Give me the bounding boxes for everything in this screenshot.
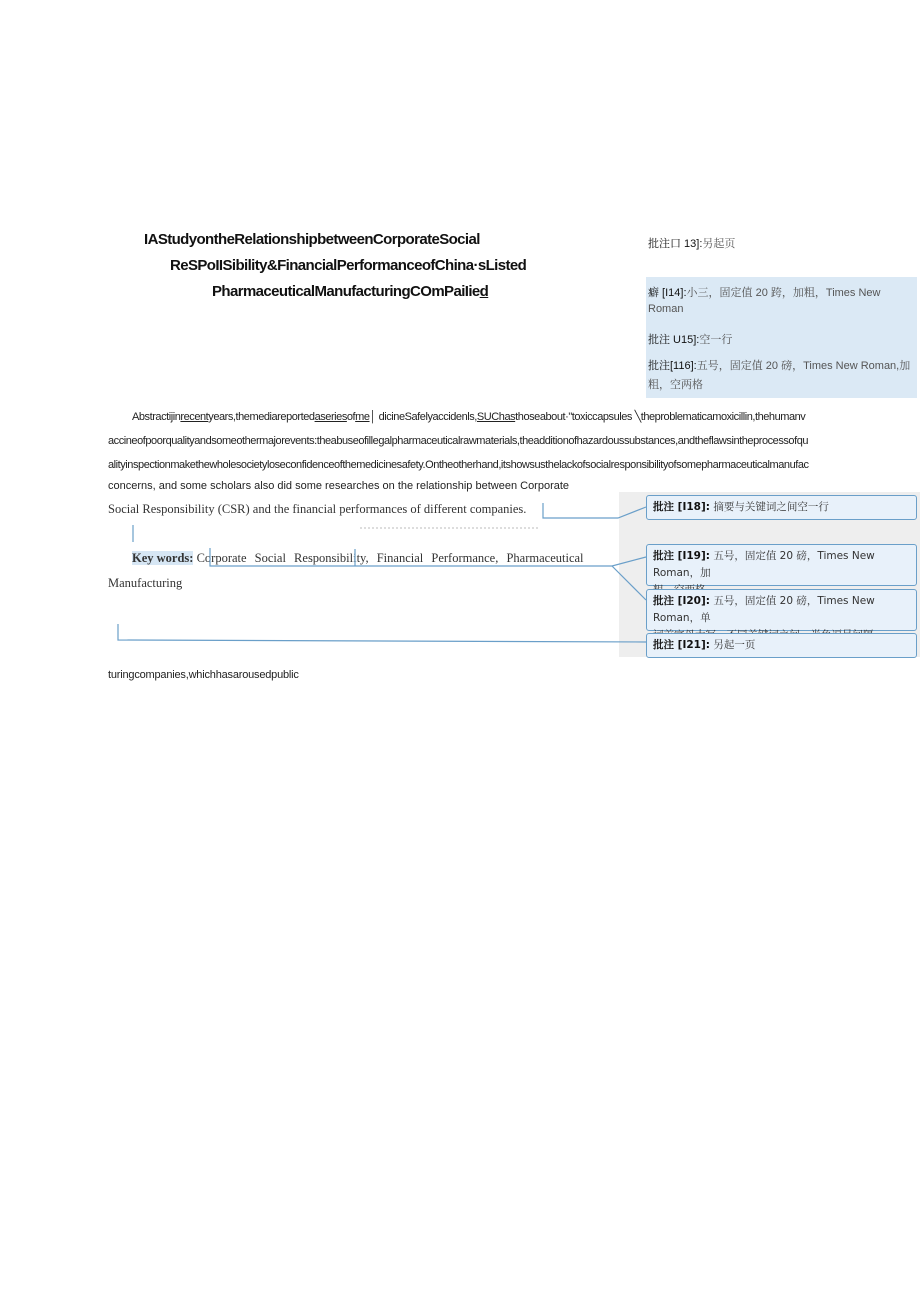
comment-box-19[interactable] <box>646 544 917 586</box>
comment-box-21-text: 另起一页 <box>713 639 756 651</box>
comment-14-text2: Roman <box>648 303 684 315</box>
keywords-text-b: ibility, Financial Performance, Pharmaceutical <box>336 551 584 565</box>
connector-19 <box>210 548 646 566</box>
connector-20 <box>612 566 646 600</box>
title-line-1-text: StudyontheRelationshipbetweenCorporateSocial <box>157 231 480 248</box>
comment-box-19-label: 批注 [I19]: <box>653 550 710 562</box>
comment-16-text2: 粗，空两格 <box>648 379 703 391</box>
connector-18 <box>543 503 646 518</box>
comment-box-18-label: 批注 [I18]: <box>653 501 710 513</box>
abstract-l1-f: me <box>355 411 370 423</box>
abstract-l1-i: thoseabout·"toxiccapsules ╲theproblematicamoxicillin,thehumanv <box>515 411 806 423</box>
abstract-l1-g: │ dicineSafelyaccidenls, <box>369 411 477 423</box>
comment-box-21[interactable] <box>646 633 917 658</box>
comment-box-18[interactable] <box>646 495 917 520</box>
keywords-label: Key words: <box>132 551 194 565</box>
comment-box-20-text: 五号，固定值 20 磅，Times New Roman，单 <box>653 595 875 624</box>
trailing-text: turingcompanies,whichhasarousedpublic <box>108 669 299 681</box>
comment-13-label: 批注口 13]: <box>648 238 703 250</box>
comment-14-label: 癖 [I14]: <box>648 287 687 299</box>
abstract-l1-e: of <box>346 411 356 423</box>
comment-15-label: 批注 U15]: <box>648 334 700 346</box>
comment-box-19-text: 五号，固定值 20 磅，Times New Roman，加 <box>653 550 875 579</box>
comment-box-20-label: 批注 [I20]: <box>653 595 710 607</box>
abstract-l1-h: SUChas <box>476 411 516 423</box>
keywords-text-a: Corporate Social Respons <box>196 551 337 565</box>
abstract-l1-d: aseries <box>314 411 347 423</box>
comment-16-label: 批注[116]: <box>648 360 697 372</box>
title-line-2: ReSPoIISibility&FinancialPerformanceofChina·sListed <box>170 257 527 274</box>
comment-15-text: 空一行 <box>699 334 733 346</box>
abstract-line-3: alityinspectionmakethewholesocietyloseconfidenceofthemedicinesafety.Ontheotherhand,itshowsusthelackofsocialresponsibilityofsomepharmaceuticalmanufac <box>108 459 809 471</box>
abstract-l1-c: years,themediareported <box>208 411 315 423</box>
abstract-line-5: Social Responsibility (CSR) and the financial performances of different companies. <box>108 502 527 516</box>
abstract-l1-a: Abstractijin <box>132 411 181 423</box>
comment-box-20[interactable] <box>646 589 917 631</box>
title-line-3-text: PharmaceuticalManufacturingCOmPaiIie <box>212 283 480 300</box>
keywords-line-2: Manufacturing <box>108 576 183 590</box>
comment-box-21-label: 批注 [I21]: <box>653 639 710 651</box>
title-line-3-tail: d <box>479 283 489 300</box>
title-line-1-prefix: IA <box>144 231 158 248</box>
connector-21 <box>118 624 646 642</box>
comment-13-text: 另起页 <box>702 238 736 250</box>
abstract-l1-b: recent <box>180 411 209 423</box>
abstract-line-4: concerns, and some scholars also did some researches on the relationship between Corporate <box>108 480 570 492</box>
abstract-line-2: accineofpoorqualityandsomeothermajorevents:theabuseofillegalpharmaceuticalrawmaterials,theadditionofhazardoussubstances,andtheflawsintheprocessofqu <box>108 435 809 447</box>
comment-14-text: 小三，固定值 20 跨，加粗，Times New <box>686 287 881 299</box>
comment-16-text: 五号，固定值 20 磅，Times New Roman,加 <box>696 360 911 372</box>
comment-box-18-text: 摘要与关键词之间空一行 <box>713 501 829 513</box>
